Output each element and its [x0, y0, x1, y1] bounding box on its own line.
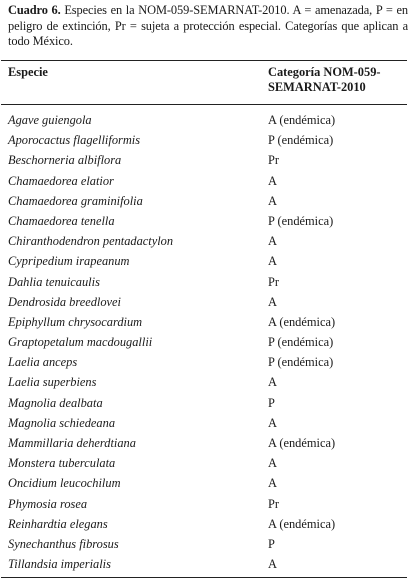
species-cell: Agave guiengola: [8, 113, 92, 127]
table-caption: [8, 3, 408, 50]
species-cell: Cypripedium irapeanum: [8, 254, 130, 269]
species-cell: Chamaedorea elatior: [8, 173, 114, 188]
table-row: [0, 191, 415, 211]
species-cell: Magnolia schiedeana: [8, 415, 116, 430]
species-cell: Beschorneria albiflora: [8, 153, 122, 168]
species-cell: Monstera tuberculata: [8, 456, 116, 471]
category-cell: P: [268, 395, 275, 410]
table-row: [0, 433, 415, 453]
category-cell: A: [268, 557, 277, 572]
header-rule: [1, 104, 407, 105]
category-cell: A: [268, 375, 277, 390]
category-cell: P (endémica): [268, 133, 334, 148]
table-row: [0, 292, 415, 312]
category-cell: A (endémica): [268, 436, 336, 450]
species-cell: Dendrosida breedlovei: [8, 294, 121, 309]
category-cell: A: [268, 254, 277, 269]
category-cell: A: [268, 476, 277, 491]
table-body: [0, 110, 415, 574]
species-cell: Mammillaria deherdtiana: [8, 436, 136, 450]
table-row: [0, 494, 415, 514]
table-row: [0, 413, 415, 433]
category-cell: Pr: [268, 153, 280, 168]
table-row: [0, 453, 415, 473]
table-row: [0, 514, 415, 534]
table-row: [0, 231, 415, 251]
species-cell: Chamaedorea graminifolia: [8, 193, 143, 208]
species-cell: Chiranthodendron pentadactylon: [8, 234, 174, 249]
category-cell: A: [268, 173, 277, 188]
category-cell: P (endémica): [268, 213, 334, 228]
species-cell: Magnolia dealbata: [8, 395, 103, 410]
header-species: Especie: [8, 65, 48, 79]
category-cell: P (endémica): [268, 355, 334, 370]
table-row: [0, 473, 415, 493]
table-row: [0, 211, 415, 231]
table-row: [0, 332, 415, 352]
species-cell: Synechanthus fibrosus: [8, 536, 119, 551]
table-bottom-rule: [1, 577, 407, 578]
table-row: [0, 251, 415, 271]
table-row: [0, 110, 415, 130]
category-cell: A: [268, 415, 277, 430]
category-cell: A: [268, 456, 277, 471]
table-row: [0, 171, 415, 191]
species-cell: Reinhardtia elegans: [8, 516, 108, 531]
category-cell: A (endémica): [268, 113, 336, 127]
category-cell: A: [268, 193, 277, 208]
table-row: [0, 130, 415, 150]
table-row: [0, 272, 415, 292]
category-cell: A (endémica): [268, 516, 336, 531]
caption-lead: Cuadro 6.: [8, 3, 61, 17]
table-row: [0, 352, 415, 372]
species-cell: Phymosia rosea: [8, 496, 88, 511]
species-cell: Laelia superbiens: [8, 375, 97, 390]
species-cell: Graptopetalum macdougallii: [8, 335, 153, 350]
table-row: [0, 534, 415, 554]
header-category: Categoría NOM-059-SEMARNAT-2010: [268, 65, 381, 94]
table-row: [0, 554, 415, 574]
species-cell: Aporocactus flagelliformis: [8, 133, 141, 148]
species-cell: Oncidium leucochilum: [8, 476, 121, 491]
category-cell: P (endémica): [268, 335, 334, 350]
table-row: [0, 312, 415, 332]
table-row: [0, 372, 415, 392]
category-cell: Pr: [268, 274, 280, 289]
species-cell: Laelia anceps: [8, 355, 78, 370]
species-cell: Epiphyllum chrysocardium: [8, 314, 143, 329]
species-cell: Dahlia tenuicaulis: [8, 274, 100, 289]
species-cell: Tillandsia imperialis: [8, 557, 111, 572]
category-cell: A: [268, 234, 277, 249]
table-top-rule: [1, 60, 407, 61]
category-cell: P: [268, 536, 275, 551]
category-cell: Pr: [268, 496, 280, 511]
species-cell: Chamaedorea tenella: [8, 213, 115, 228]
category-cell: A (endémica): [268, 314, 336, 329]
table-row: [0, 150, 415, 170]
caption-text: Especies en la NOM-059-SEMARNAT-2010. A = amenazada, P = en peligro de extinción, Pr = sujeta a protección especial. Categorías que aplican a todo México.: [8, 3, 408, 48]
table-row: [0, 393, 415, 413]
category-cell: A: [268, 294, 277, 309]
